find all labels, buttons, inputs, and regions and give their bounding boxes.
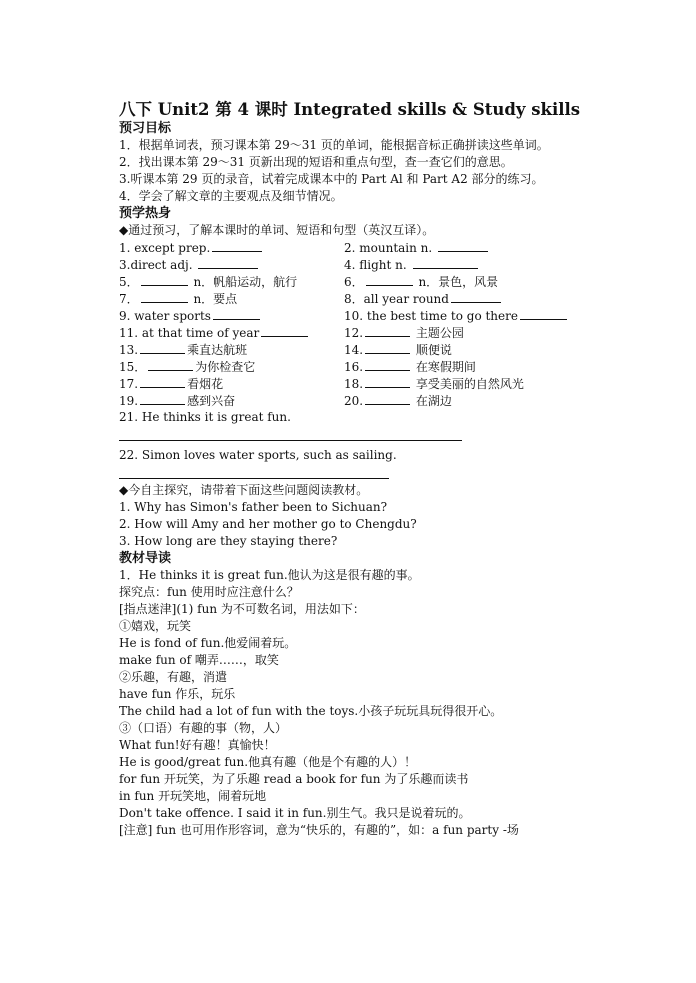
guide-line: ②乐趣，有趣，消遣 (119, 670, 228, 684)
warmup-instruction: ◆通过预习，了解本课时的单词、短语和句型（英汉互译）。 (119, 223, 435, 237)
answer-blank[interactable] (213, 307, 260, 320)
explore-question: 2. How will Amy and her mother go to Chengdu? (119, 517, 417, 531)
answer-blank[interactable] (365, 358, 410, 371)
answer-blank[interactable] (141, 290, 188, 303)
vocab-item: 13. 乘直达航班 (119, 343, 248, 357)
answer-blank[interactable] (140, 341, 185, 354)
answer-blank[interactable] (198, 256, 258, 269)
answer-blank[interactable] (365, 324, 410, 337)
vocab-row (119, 358, 599, 375)
vocab-item: 20. 在湖边 (344, 394, 452, 408)
vocab-row (119, 341, 599, 358)
answer-blank[interactable] (140, 375, 185, 388)
guide-line: [指点迷津](1) fun 为不可数名词，用法如下： (119, 602, 365, 616)
guide-line: What fun!好有趣！真愉快！ (119, 738, 276, 752)
section-heading-warmup: 预学热身 (119, 206, 172, 221)
vocab-item: 15． 为你检查它 (119, 360, 256, 374)
guide-line: ③（口语）有趣的事（物，人） (119, 721, 288, 735)
section-heading-preview-goals: 预习目标 (119, 121, 172, 136)
vocab-row (119, 273, 599, 290)
vocab-item: 14. 顺便说 (344, 343, 452, 357)
guide-line: 探究点：fun 使用时应注意什么？ (119, 585, 299, 599)
answer-line[interactable] (119, 464, 389, 479)
answer-blank[interactable] (365, 341, 410, 354)
guide-line: make fun of 嘲弄……，取笑 (119, 653, 279, 667)
translation-sentence: 22. Simon loves water sports, such as sailing. (119, 448, 397, 462)
vocab-row (119, 392, 599, 409)
answer-blank[interactable] (141, 273, 188, 286)
vocab-row (119, 239, 599, 256)
goal-item: 4．学会了解文章的主要观点及细节情况。 (119, 189, 343, 203)
answer-blank[interactable] (365, 375, 410, 388)
vocab-item: 12. 主题公园 (344, 326, 464, 340)
vocab-item: 19. 感到兴奋 (119, 394, 236, 408)
vocab-item: 8．all year round (344, 290, 503, 308)
vocab-item: 4. flight n. (344, 256, 480, 274)
answer-blank[interactable] (451, 290, 501, 303)
vocab-row (119, 375, 599, 392)
worksheet-content (119, 100, 599, 839)
section-heading-guide: 教材导读 (119, 551, 172, 566)
vocab-row (119, 256, 599, 273)
vocab-row (119, 324, 599, 341)
explore-question: 1. Why has Simon's father been to Sichuan? (119, 500, 388, 514)
vocab-row (119, 290, 599, 307)
answer-blank[interactable] (413, 256, 478, 269)
guide-line: in fun 开玩笑地，闹着玩地 (119, 789, 267, 803)
page-title: 八下 Unit2 第 4 课时 Integrated skills & Study skills (119, 100, 581, 119)
answer-blank[interactable] (212, 239, 262, 252)
answer-line[interactable] (119, 426, 462, 441)
guide-line: ①嬉戏，玩笑 (119, 619, 192, 633)
guide-line: have fun 作乐，玩乐 (119, 687, 236, 701)
guide-line: for fun 开玩笑，为了乐趣 read a book for fun 为了乐趣而读书 (119, 772, 469, 786)
answer-blank[interactable] (438, 239, 488, 252)
vocab-item: 10. the best time to go there (344, 307, 569, 325)
vocab-item: 2. mountain n. (344, 239, 490, 257)
vocab-item: 7． n．要点 (119, 292, 238, 306)
answer-blank[interactable] (366, 273, 413, 286)
guide-line: He is good/great fun.他真有趣（他是个有趣的人）！ (119, 755, 417, 769)
goal-item: 1．根据单词表，预习课本第 29～31 页的单词，能根据音标正确拼读这些单词。 (119, 138, 549, 152)
answer-blank[interactable] (148, 358, 193, 371)
vocab-item: 18. 享受美丽的自然风光 (344, 377, 524, 391)
answer-blank[interactable] (140, 392, 185, 405)
answer-blank[interactable] (261, 324, 308, 337)
vocab-item: 3.direct adj. (119, 256, 260, 274)
answer-blank[interactable] (520, 307, 567, 320)
answer-blank[interactable] (365, 392, 410, 405)
vocab-item: 11. at that time of year (119, 324, 310, 342)
vocab-item: 16. 在寒假期间 (344, 360, 476, 374)
vocab-item: 1. except prep. (119, 239, 264, 257)
vocab-item: 5． n．帆船运动，航行 (119, 275, 298, 289)
goal-item: 3.听课本第 29 页的录音，试着完成课本中的 Part Al 和 Part A2 部分的练习。 (119, 172, 544, 186)
goal-item: 2．找出课本第 29～31 页新出现的短语和重点句型，查一查它们的意思。 (119, 155, 513, 169)
explore-instruction: ◆今自主探究，请带着下面这些问题阅读教材。 (119, 483, 369, 497)
vocab-item: 6． n．景色，风景 (344, 275, 499, 289)
guide-line: He is fond of fun.他爱闹着玩。 (119, 636, 297, 650)
vocab-item: 9. water sports (119, 307, 262, 325)
guide-line: 1．He thinks it is great fun.他认为这是很有趣的事。 (119, 568, 420, 582)
guide-line: [注意] fun 也可用作形容词，意为“快乐的，有趣的”，如：a fun party -场 (119, 823, 519, 837)
translation-sentence: 21. He thinks it is great fun. (119, 410, 291, 424)
guide-line: The child had a lot of fun with the toys.小孩子玩玩具玩得很开心。 (119, 704, 503, 718)
explore-question: 3. How long are they staying there? (119, 534, 338, 548)
guide-line: Don't take offence. I said it in fun.别生气。我只是说着玩的。 (119, 806, 471, 820)
vocab-item: 17. 看烟花 (119, 377, 224, 391)
vocab-row (119, 307, 599, 324)
